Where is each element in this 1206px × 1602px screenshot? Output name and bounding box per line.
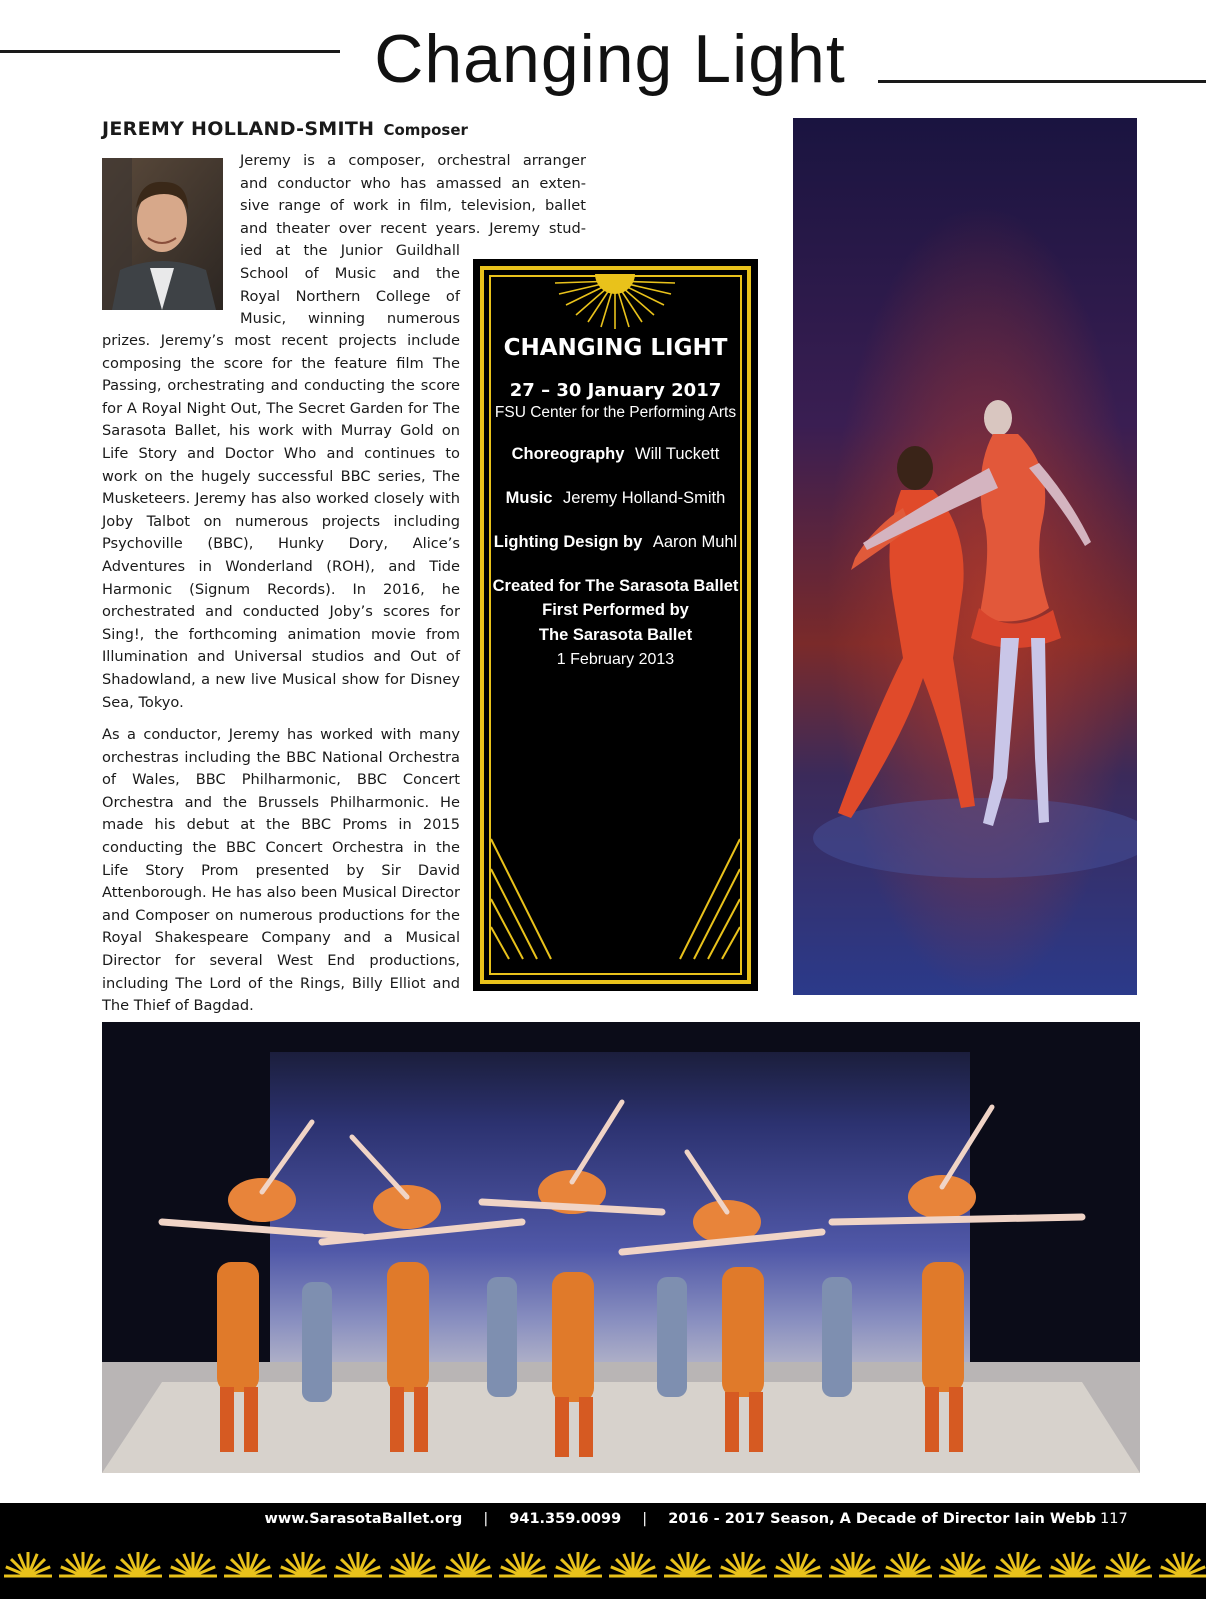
credits-venue: FSU Center for the Performing Arts xyxy=(494,404,737,421)
bio-line: sive range of work in film, television, ballet xyxy=(240,197,586,215)
music-label: Music xyxy=(505,489,553,507)
bio-heading xyxy=(102,118,468,140)
credits-created-line-2: First Performed by xyxy=(542,601,689,619)
bio-line: Jeremy is a composer, orchestral arranger xyxy=(240,152,586,169)
header-rule-left xyxy=(0,50,340,53)
fan-icon xyxy=(1159,1552,1206,1576)
bio-line: and theater over recent years. Jeremy stud- xyxy=(240,219,586,237)
fan-icon xyxy=(114,1552,162,1576)
fan-icon xyxy=(389,1552,437,1576)
fan-icon xyxy=(279,1552,327,1576)
credits-choreography xyxy=(473,445,758,464)
fan-icon xyxy=(774,1552,822,1576)
fan-icon xyxy=(939,1552,987,1576)
bio-paragraph-1: prizes. Jeremy’s most recent projects include composing the score for the feature film The Passing, orchestrating and conducting the score for A Royal Night Out, The Secret Garden for The Sarasota Ballet, his work with Murray Gold on Life Story and Doctor Who and continues to work on the hugely successful BBC series, The Musketeers. Jeremy has also worked closely with Joby Talbot on numerous projects including Psychoville (BBC), Hunky Dory, Alice’s Adventures in Wonderland (ROH), and Tide Harmonic (Signum Records). In 2016, he orchestrated and conducted Joby’s scores for Sing!, the forthcoming animation movie from Illumination and Universal studios and Out of Shadowland, a new live Musical show for Disney Sea, Tokyo. xyxy=(102,332,460,711)
bio-line: School of Music and the xyxy=(240,264,460,282)
fan-icon xyxy=(169,1552,217,1576)
fan-icon xyxy=(59,1552,107,1576)
fan-icon xyxy=(224,1552,272,1576)
ensemble-photo xyxy=(102,1022,1140,1473)
footer-separator: | xyxy=(483,1511,489,1527)
credits-created-line-1: Created for The Sarasota Ballet xyxy=(492,577,739,595)
composer-role: Composer xyxy=(383,121,468,139)
fan-icon xyxy=(334,1552,382,1576)
choreography-label: Choreography xyxy=(511,445,625,463)
credits-premiere-date: 1 February 2013 xyxy=(556,651,675,668)
fan-icon xyxy=(4,1552,52,1576)
credits-dates: 27 – 30 January 2017 xyxy=(509,380,722,401)
lighting-label: Lighting Design by xyxy=(493,533,643,551)
fan-icon xyxy=(609,1552,657,1576)
fan-icon xyxy=(719,1552,767,1576)
fan-icon xyxy=(554,1552,602,1576)
composer-name: JEREMY HOLLAND-SMITH xyxy=(102,118,375,140)
composer-headshot xyxy=(102,158,223,310)
fan-icon xyxy=(994,1552,1042,1576)
page-number: 117 xyxy=(1100,1511,1128,1527)
credits-created-line-3: The Sarasota Ballet xyxy=(538,626,693,644)
footer-info xyxy=(264,1511,1096,1527)
bio-line: ied at the Junior Guildhall xyxy=(240,242,460,260)
fan-icon xyxy=(884,1552,932,1576)
footer-separator: | xyxy=(642,1511,648,1527)
bio-line: Royal Northern College of xyxy=(240,287,460,305)
credits-lighting xyxy=(473,533,758,552)
fan-icon xyxy=(664,1552,712,1576)
dancers-duet-photo xyxy=(793,118,1137,995)
lighting-value: Aaron Muhl xyxy=(652,533,738,551)
footer-website-link[interactable]: www.SarasotaBallet.org xyxy=(264,1511,463,1527)
footer-season: 2016 - 2017 Season, A Decade of Director Iain Webb xyxy=(668,1511,1096,1527)
bio-line: and conductor who has amassed an exten- xyxy=(240,174,586,192)
sunburst-decoration xyxy=(473,259,758,991)
choreography-value: Will Tuckett xyxy=(635,445,720,463)
fan-icon xyxy=(1104,1552,1152,1576)
credits-music xyxy=(473,489,758,508)
fan-icon xyxy=(1049,1552,1097,1576)
fan-icon xyxy=(829,1552,877,1576)
fan-icon xyxy=(499,1552,547,1576)
bio-body xyxy=(102,330,460,1018)
credits-title: CHANGING LIGHT xyxy=(503,335,728,361)
header-rule-right xyxy=(878,80,1206,83)
fan-icon xyxy=(444,1552,492,1576)
page-title: Changing Light xyxy=(374,21,846,97)
credits-box xyxy=(473,259,758,991)
bio-paragraph-2: As a conductor, Jeremy has worked with many orchestras including the BBC National Orchestra of Wales, BBC Philharmonic, BBC Concert Orchestra and the Brussels Philharmonic. He made his debut at the BBC Proms in 2015 conducting the BBC Concert Orchestra in the Life Story Prom presented by Sir David Attenborough. He has also been Musical Director and Composer on numerous productions for the Royal Shakespeare Company and a Musical Director for several West End productions, including The Lord of the Rings, Billy Elliot and The Thief of Bagdad. xyxy=(102,726,460,1015)
fan-border-decoration xyxy=(0,1542,1206,1582)
footer-phone: 941.359.0099 xyxy=(509,1511,622,1527)
bio-line: Music, winning numerous xyxy=(240,310,460,328)
music-value: Jeremy Holland-Smith xyxy=(563,489,726,507)
